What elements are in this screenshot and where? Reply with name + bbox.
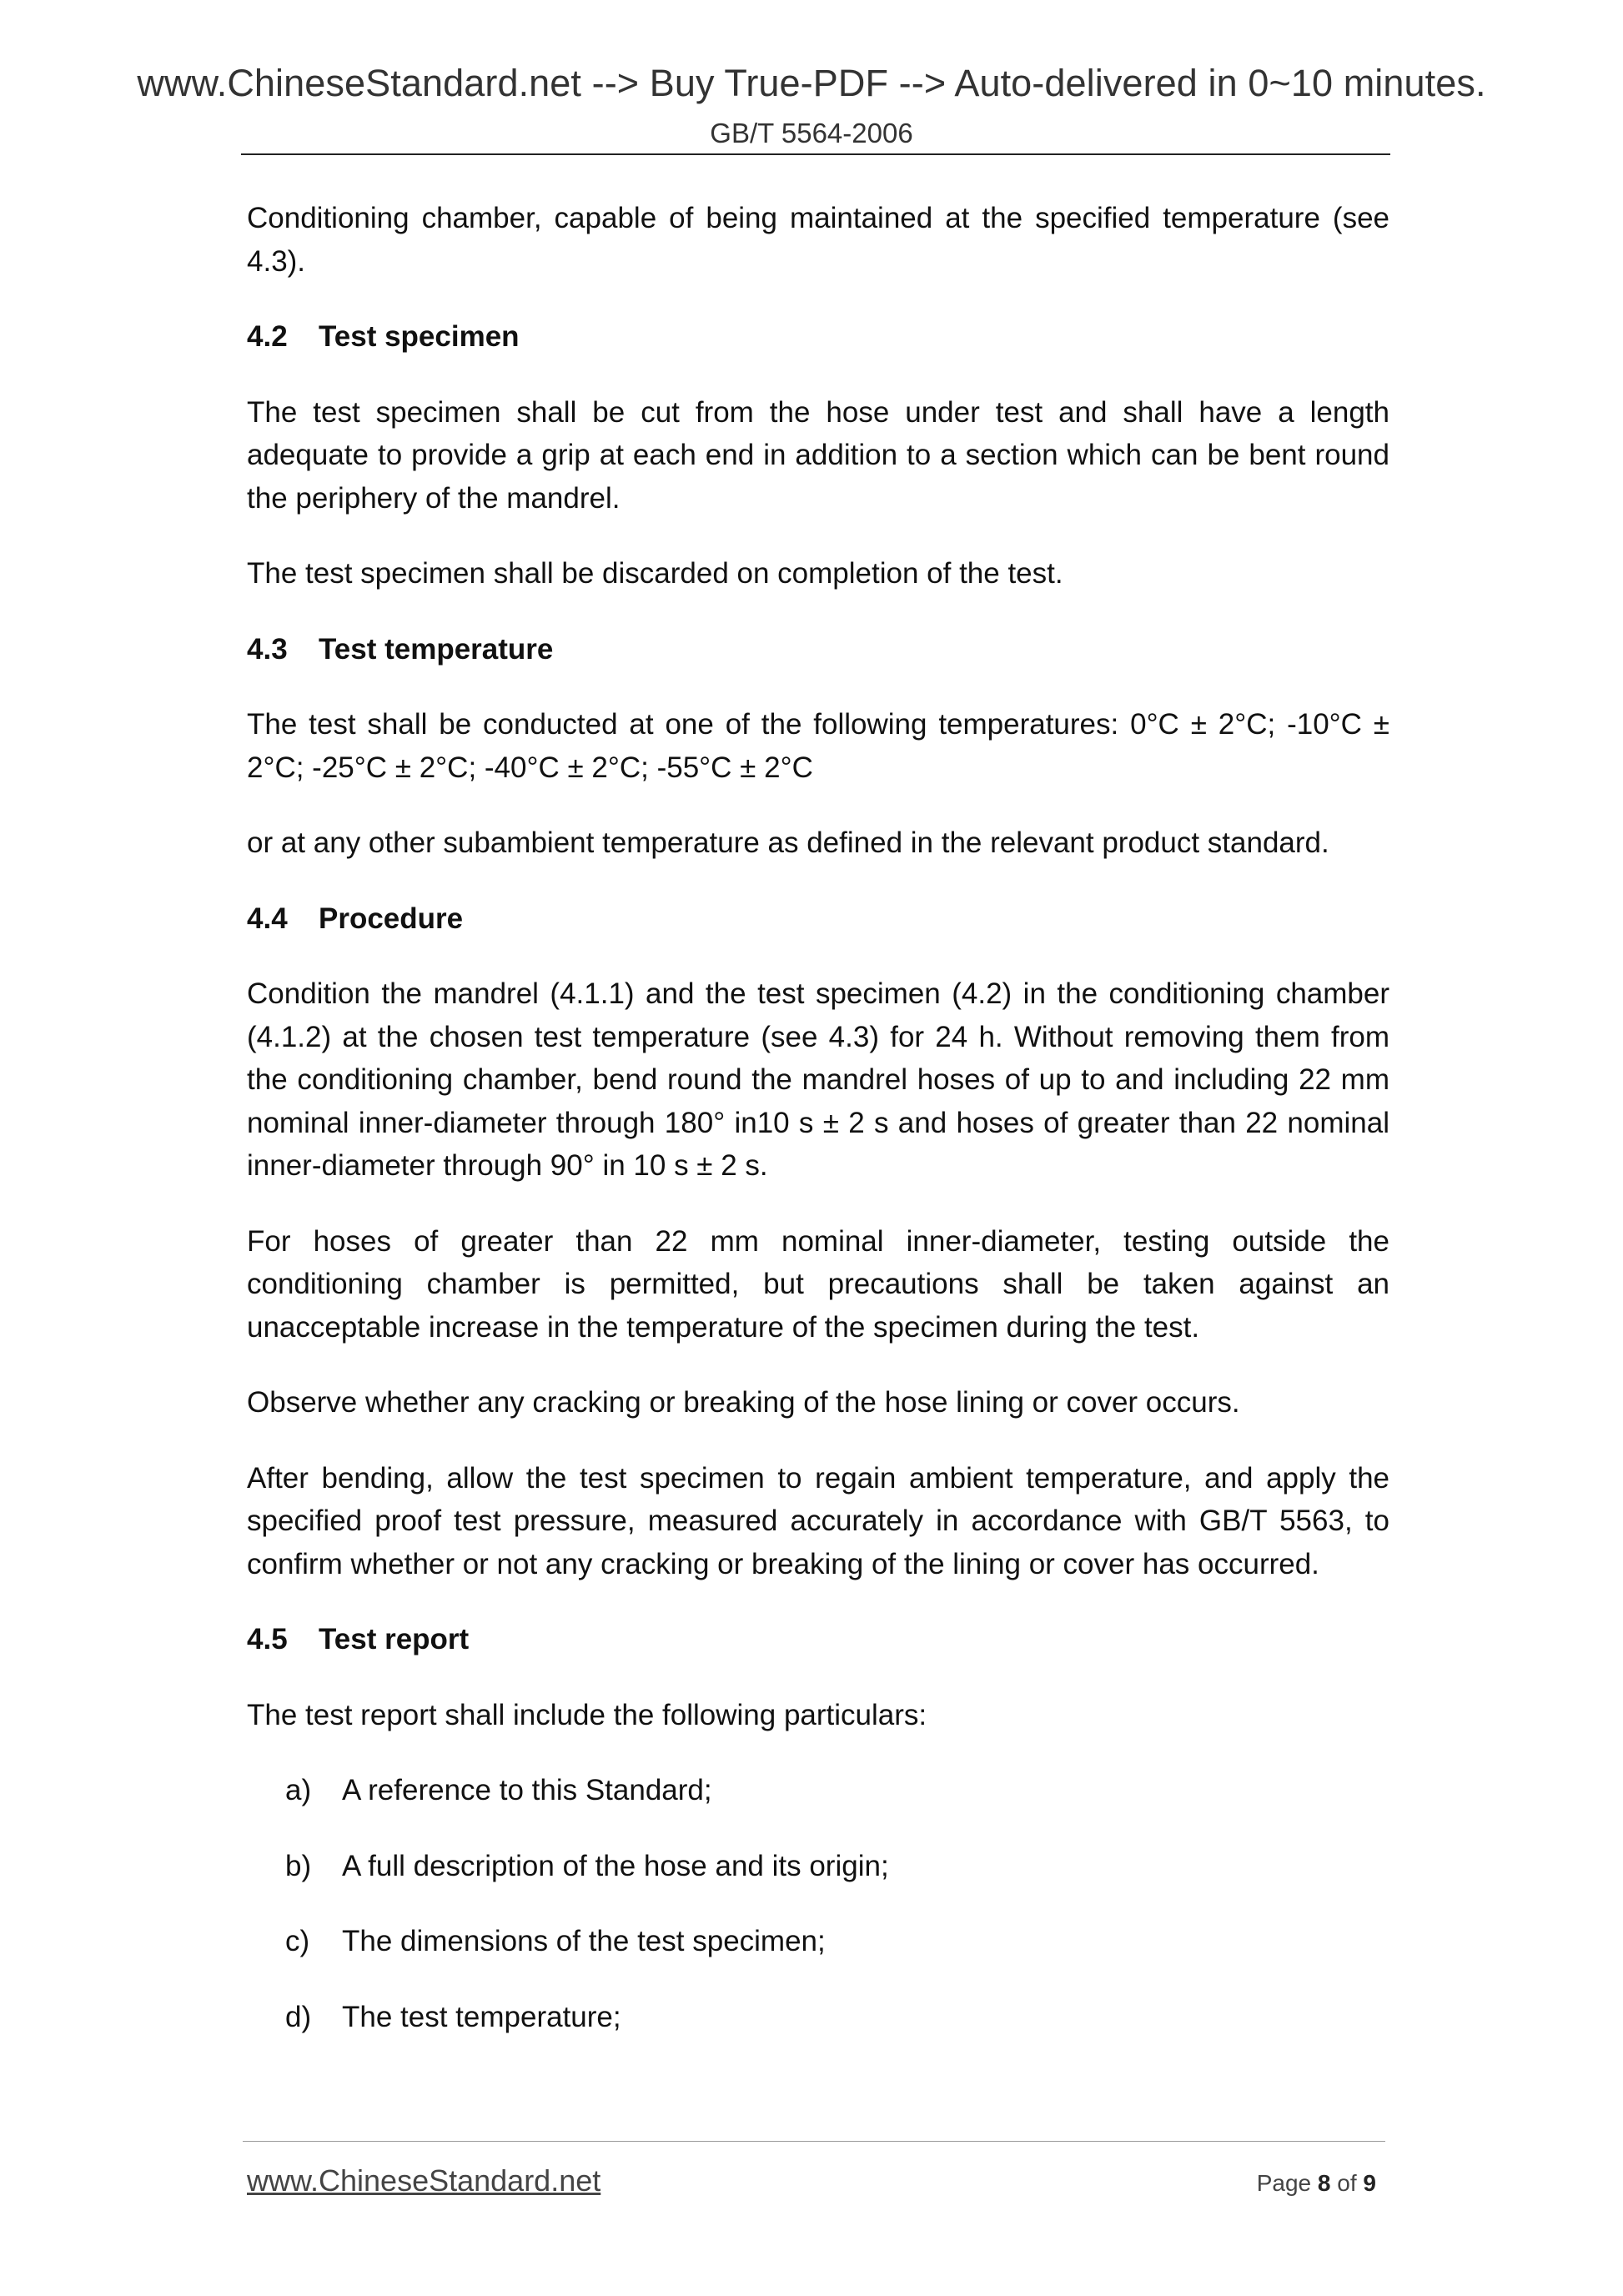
paragraph: Condition the mandrel (4.1.1) and the test specimen (4.2) in the conditioning chamber (4.1.2) at the chosen test temperature (see 4.3) for 24 h. Without removing them from the conditioning chamber, bend round the mandrel hoses of up to and including 22 mm nominal inner-diameter through 180° in10 s ± 2 s and hoses of greater than 22 nominal inner-diameter through 90° in 10 s ± 2 s.: [247, 977, 1389, 1182]
page-current: 8: [1317, 2170, 1331, 2196]
report-particulars-list: [247, 1769, 1389, 2038]
list-item: [247, 1769, 1389, 1812]
paragraph: The test report shall include the following particulars:: [247, 1698, 927, 1731]
page-indicator: [1257, 2170, 1376, 2197]
list-item-text: The test temperature;: [342, 2000, 621, 2033]
section-number: 4.4: [247, 902, 288, 935]
paragraph: For hoses of greater than 22 mm nominal inner-diameter, testing outside the conditioning chamber is permitted, but precautions shall be taken against an unacceptable increase in the temperature of the specimen during the test.: [247, 1224, 1389, 1344]
paragraph: The test specimen shall be discarded on completion of the test.: [247, 557, 1063, 590]
paragraph: Observe whether any cracking or breaking of the hose lining or cover occurs.: [247, 1386, 1240, 1419]
section-title: Test specimen: [319, 320, 520, 353]
paragraph: After bending, allow the test specimen to regain ambient temperature, and apply the specified proof test pressure, measured accurately in accordance with GB/T 5563, to confirm whether or not any cracking or breaking of the lining or cover has occurred.: [247, 1461, 1389, 1580]
page-total: 9: [1363, 2170, 1376, 2196]
page-prefix: Page: [1256, 2170, 1312, 2196]
section-title: Test temperature: [319, 632, 554, 666]
list-marker: a): [285, 1774, 312, 1806]
list-item-text: The dimensions of the test specimen;: [342, 1925, 826, 1957]
section-heading-4-4: [247, 897, 1389, 941]
list-item-text: A reference to this Standard;: [342, 1774, 712, 1806]
section-number: 4.3: [247, 632, 288, 666]
section-title: Procedure: [319, 902, 464, 935]
section-title: Test report: [319, 1623, 470, 1655]
section-heading-4-2: [247, 315, 1389, 359]
list-item: [247, 1996, 1389, 2039]
paragraph: or at any other subambient temperature as defined in the relevant product standard.: [247, 826, 1329, 859]
list-item: [247, 1920, 1389, 1963]
document-body: [247, 197, 1389, 2071]
header-divider: [241, 153, 1390, 155]
list-marker: c): [285, 1925, 310, 1957]
header-banner: www.ChineseStandard.net --> Buy True-PDF --> Auto-delivered in 0~10 minutes.: [137, 62, 1486, 104]
intro-paragraph: Conditioning chamber, capable of being maintained at the specified temperature (see 4.3).: [247, 202, 1389, 278]
list-marker: d): [285, 2000, 312, 2033]
section-heading-4-3: [247, 628, 1389, 671]
page-of: of: [1337, 2170, 1357, 2196]
footer-divider: [243, 2141, 1385, 2142]
list-marker: b): [285, 1849, 312, 1882]
paragraph: The test shall be conducted at one of the following temperatures: 0°C ± 2°C; -10°C ± 2°C; -25°C ± 2°C; -40°C ± 2°C; -55°C ± 2°C: [247, 708, 1389, 784]
section-number: 4.2: [247, 320, 288, 353]
list-item: [247, 1845, 1389, 1888]
standard-code: GB/T 5564-2006: [710, 118, 913, 148]
section-number: 4.5: [247, 1623, 288, 1655]
paragraph: The test specimen shall be cut from the hose under test and shall have a length adequate to provide a grip at each end in addition to a section which can be bent round the periphery of the mandrel.: [247, 395, 1389, 515]
list-item-text: A full description of the hose and its origin;: [342, 1849, 889, 1882]
footer-website-link[interactable]: www.ChineseStandard.net: [247, 2163, 601, 2198]
section-heading-4-5: [247, 1618, 1389, 1661]
